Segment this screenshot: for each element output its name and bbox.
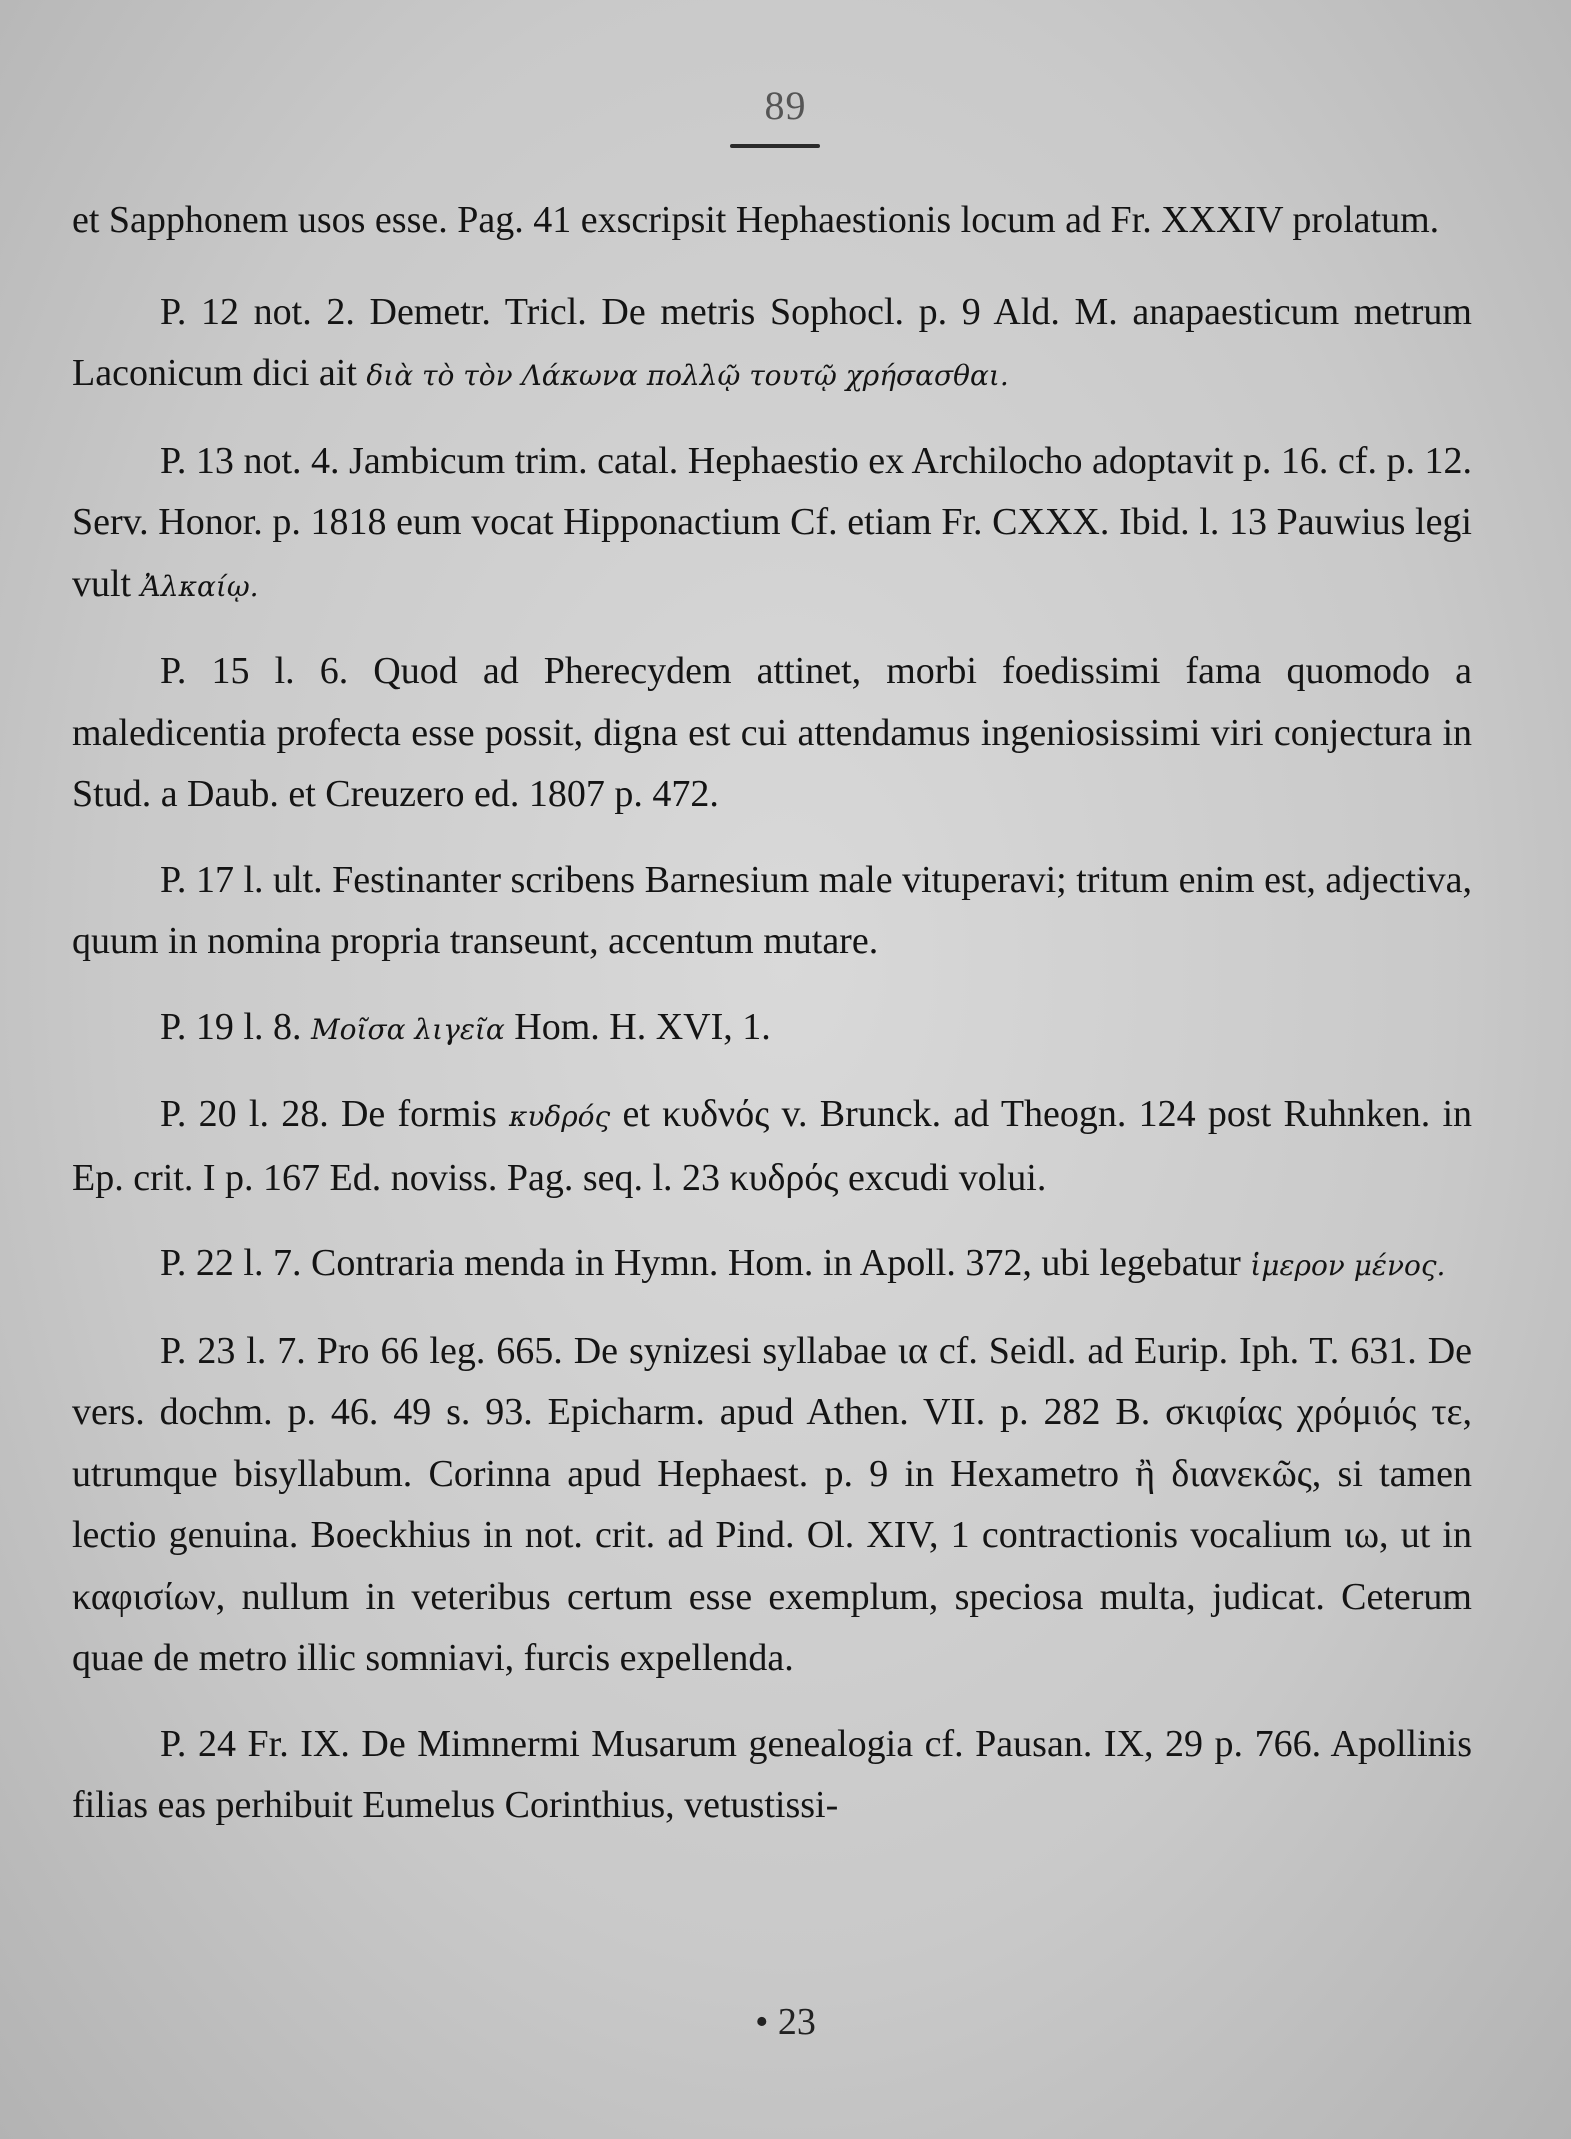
page-number-rule	[730, 144, 820, 148]
greek-text: διὰ τὸ τὸν Λάκωνα πολλῷ τουτῷ χρήσασθαι.	[366, 359, 1009, 392]
paragraph: P. 19 l. 8. Μοῖσα λιγεῖα Hom. H. XVI, 1.	[160, 1005, 771, 1048]
paragraph: P. 17 l. ult. Festinanter scribens Barnesium male vituperavi; tritum enim est, adjectiva, quum in nomina propria transeunt, accentum mutare.	[72, 858, 1472, 962]
paragraph: P. 20 l. 28. De formis κυδρός et κυδνός v. Brunck. ad Theogn. 124 post Ruhnken. in Ep. crit. I p. 167 Ed. noviss. Pag. seq. l. 23 κυδρός excudi volui.	[72, 1093, 1472, 1199]
paragraph: et Sapphonem usos esse. Pag. 41 exscripsit Hephaestionis locum ad Fr. XXXIV prolatum.	[72, 199, 1440, 241]
printer-signature: • 23	[755, 2001, 816, 2043]
paragraph: P. 15 l. 6. Quod ad Pherecydem attinet, morbi foedissimi fama quomodo a maledicentia profecta esse possit, digna est cui attendamus ingeniosissimi viri conjectura in Stud. a Daub. et Creuzero ed. 1807 p. 472.	[72, 650, 1472, 815]
paragraph: P. 23 l. 7. Pro 66 leg. 665. De synizesi syllabae ια cf. Seidl. ad Eurip. Iph. T. 631. De vers. dochm. p. 46. 49 s. 93. Epicharm. apud Athen. VII. p. 282 B. σκιφίας χρόμιός τε, utrumque bisyllabum. Corinna apud Hephaest. p. 9 in Hexametro ἢ διανεκῶς, si tamen lectio genuina. Boeckhius in not. crit. ad Pind. Ol. XIV, 1 contractionis vocalium ιω, ut in καφισίων, nullum in veteribus certum esse exemplum, speciosa multa, judicat. Ceterum quae de metro illic somniavi, furcis expellenda.	[72, 1329, 1472, 1679]
greek-text: Ἀλκαίῳ.	[140, 569, 259, 603]
greek-text: κυδρός	[508, 1100, 611, 1133]
page-number: 89	[764, 83, 807, 128]
notes-body	[72, 190, 1472, 1861]
greek-text: ἱμερον μένος.	[1250, 1249, 1446, 1282]
greek-text: Μοῖσα λιγεῖα	[310, 1012, 505, 1046]
paragraph: P. 22 l. 7. Contraria menda in Hymn. Hom. in Apoll. 372, ubi legebatur ἱμερον μένος.	[160, 1242, 1446, 1284]
paragraph: P. 24 Fr. IX. De Mimnermi Musarum genealogia cf. Pausan. IX, 29 p. 766. Apollinis filias eas perhibuit Eumelus Corinthius, vetustissi-	[72, 1722, 1472, 1826]
paragraph: P. 12 not. 2. Demetr. Tricl. De metris Sophocl. p. 9 Ald. M. anapaesticum metrum Laconicum dici ait διὰ τὸ τὸν Λάκωνα πολλῷ τουτῷ χρήσασθαι.	[72, 290, 1472, 394]
paragraph: P. 13 not. 4. Jambicum trim. catal. Hephaestio ex Archilocho adoptavit p. 16. cf. p. 12. Serv. Honor. p. 1818 eum vocat Hipponactium Cf. etiam Fr. CXXX. Ibid. l. 13 Pauwius legi vult Ἀλκαίῳ.	[72, 439, 1472, 605]
